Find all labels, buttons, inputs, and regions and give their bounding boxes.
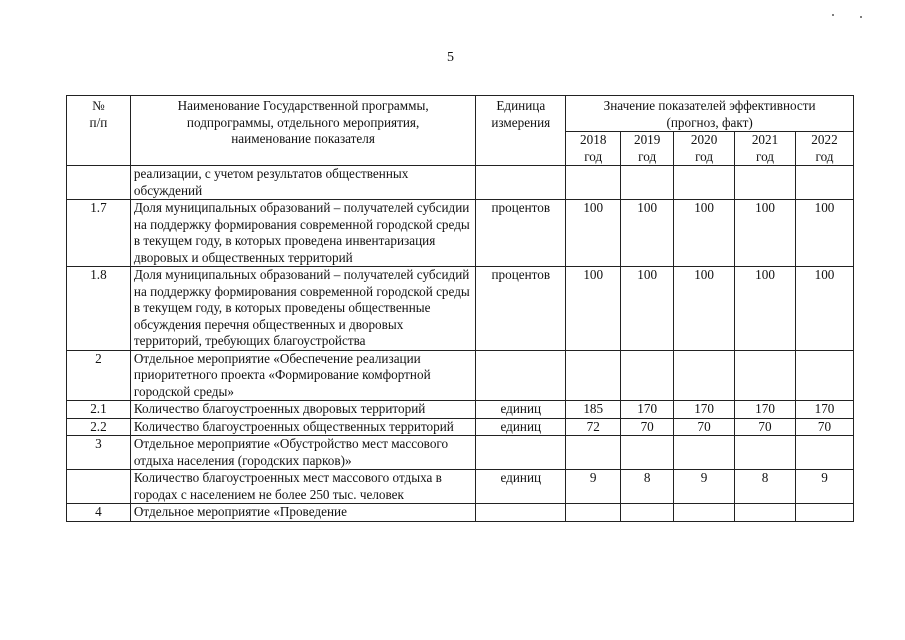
row-value — [674, 436, 735, 470]
row-name: Количество благоустроенных мест массового отдыха в городах с населением не более 250 тыс. человек — [130, 470, 475, 504]
header-values: Значение показателей эффективности (прогноз, факт) — [566, 96, 854, 132]
row-value: 8 — [621, 470, 674, 504]
row-unit: процентов — [476, 267, 566, 351]
row-num — [67, 470, 131, 504]
row-value: 170 — [621, 401, 674, 419]
row-value: 100 — [621, 267, 674, 351]
header-unit: Единица измерения — [476, 96, 566, 166]
row-value — [735, 504, 796, 522]
row-value: 9 — [795, 470, 853, 504]
row-value: 9 — [674, 470, 735, 504]
year-header: 2021 год — [735, 132, 796, 166]
row-value — [735, 350, 796, 401]
row-value: 70 — [674, 418, 735, 436]
row-name: Количество благоустроенных общественных территорий — [130, 418, 475, 436]
row-unit: единиц — [476, 470, 566, 504]
table-row — [67, 200, 854, 267]
row-value: 70 — [795, 418, 853, 436]
table-row — [67, 418, 854, 436]
row-num: 2.1 — [67, 401, 131, 419]
row-unit: единиц — [476, 418, 566, 436]
row-value: 170 — [795, 401, 853, 419]
year-header: 2018 год — [566, 132, 621, 166]
row-value: 100 — [566, 267, 621, 351]
row-value: 100 — [566, 200, 621, 267]
table-row — [67, 267, 854, 351]
row-value — [674, 350, 735, 401]
row-value: 100 — [621, 200, 674, 267]
header-row — [67, 96, 854, 132]
table-row — [67, 350, 854, 401]
row-num: 3 — [67, 436, 131, 470]
year-header: 2022 год — [795, 132, 853, 166]
row-value — [735, 166, 796, 200]
row-unit: единиц — [476, 401, 566, 419]
row-num: 1.7 — [67, 200, 131, 267]
header-num: № п/п — [67, 96, 131, 166]
row-value: 100 — [735, 267, 796, 351]
row-num: 1.8 — [67, 267, 131, 351]
row-num: 2 — [67, 350, 131, 401]
row-value — [795, 166, 853, 200]
row-value — [621, 350, 674, 401]
row-value: 100 — [674, 200, 735, 267]
row-value: 100 — [735, 200, 796, 267]
table-row — [67, 504, 854, 522]
row-value: 100 — [674, 267, 735, 351]
row-value — [621, 166, 674, 200]
row-value — [566, 350, 621, 401]
row-value: 8 — [735, 470, 796, 504]
indicators-table — [66, 95, 854, 522]
row-value: 9 — [566, 470, 621, 504]
table-row — [67, 470, 854, 504]
row-name: Отдельное мероприятие «Обеспечение реализации приоритетного проекта «Формирование комфортной городской среды» — [130, 350, 475, 401]
row-value — [735, 436, 796, 470]
scan-speck — [860, 16, 862, 18]
row-name: Отдельное мероприятие «Проведение — [130, 504, 475, 522]
table-row — [67, 436, 854, 470]
row-name: Доля муниципальных образований – получателей субсидии на поддержку формирования современной городской среды в текущем году, в которых проведена инвентаризация дворовых и общественных территорий — [130, 200, 475, 267]
row-name: реализации, с учетом результатов общественных обсуждений — [130, 166, 475, 200]
header-name: Наименование Государственной программы, подпрограммы, отдельного мероприятия, наименование показателя — [130, 96, 475, 166]
row-value — [566, 436, 621, 470]
row-value: 100 — [795, 200, 853, 267]
row-num: 2.2 — [67, 418, 131, 436]
row-value — [674, 504, 735, 522]
table-row — [67, 166, 854, 200]
row-unit — [476, 436, 566, 470]
row-value: 100 — [795, 267, 853, 351]
row-num — [67, 166, 131, 200]
row-value — [795, 504, 853, 522]
year-header: 2020 год — [674, 132, 735, 166]
row-value — [621, 504, 674, 522]
row-value: 70 — [735, 418, 796, 436]
row-value — [795, 436, 853, 470]
row-value: 72 — [566, 418, 621, 436]
row-num: 4 — [67, 504, 131, 522]
row-value: 70 — [621, 418, 674, 436]
row-unit: процентов — [476, 200, 566, 267]
row-value — [674, 166, 735, 200]
row-value — [566, 504, 621, 522]
year-header: 2019 год — [621, 132, 674, 166]
row-value — [566, 166, 621, 200]
row-value: 185 — [566, 401, 621, 419]
row-value: 170 — [735, 401, 796, 419]
row-value — [621, 436, 674, 470]
table-row — [67, 401, 854, 419]
row-name: Доля муниципальных образований – получателей субсидий на поддержку формирования современной городской среды в текущем году, в которых проведены общественные обсуждения перечня общественных и дворовых территорий, требующих благоустройства — [130, 267, 475, 351]
row-unit — [476, 166, 566, 200]
row-value: 170 — [674, 401, 735, 419]
row-name: Количество благоустроенных дворовых территорий — [130, 401, 475, 419]
row-unit — [476, 350, 566, 401]
row-name: Отдельное мероприятие «Обустройство мест массового отдыха населения (городских парков)» — [130, 436, 475, 470]
page-number: 5 — [447, 50, 454, 65]
row-value — [795, 350, 853, 401]
scan-speck — [832, 14, 834, 16]
row-unit — [476, 504, 566, 522]
